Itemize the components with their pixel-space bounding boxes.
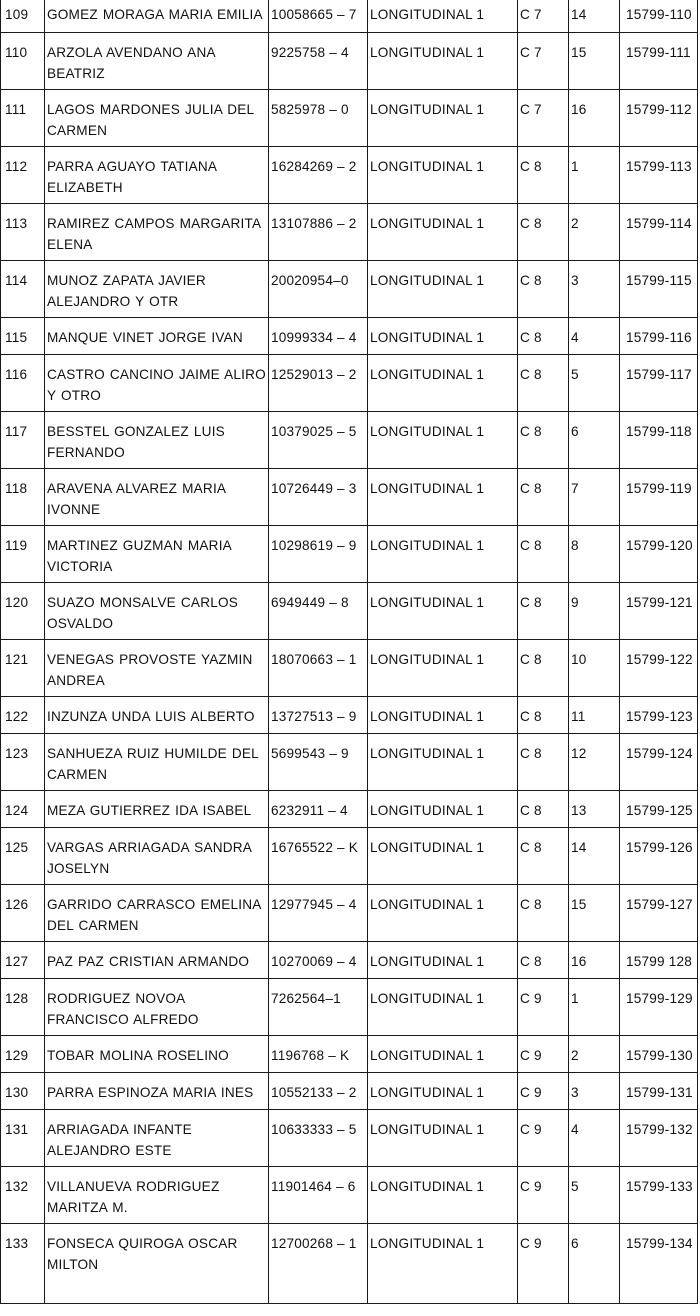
table-row	[1, 355, 698, 412]
sector-cell: C 7	[518, 0, 569, 33]
sector-cell: C 8	[518, 734, 569, 791]
row-number-cell: 109	[1, 0, 45, 33]
rut-number-cell: 13727513 – 9	[269, 697, 368, 734]
sector-cell: C 8	[518, 697, 569, 734]
sector-cell: C 8	[518, 469, 569, 526]
sector-cell: C 9	[518, 1167, 569, 1224]
owner-name-cell: INZUNZA UNDA LUIS ALBERTO	[45, 697, 269, 734]
owner-name-cell: FONSECA QUIROGA OSCAR MILTON	[45, 1224, 269, 1304]
sector-cell: C 7	[518, 90, 569, 147]
rut-number-cell: 10726449 – 3	[269, 469, 368, 526]
table-row	[1, 1167, 698, 1224]
rut-number-cell: 5825978 – 0	[269, 90, 368, 147]
table-row	[1, 1073, 698, 1110]
parcel-code-cell: 15799 128	[620, 942, 698, 979]
owner-name-cell: ARAVENA ALVAREZ MARIA IVONNE	[45, 469, 269, 526]
sector-cell: C 7	[518, 33, 569, 90]
parcel-code-cell: 15799-126	[620, 828, 698, 885]
street-name-cell: LONGITUDINAL 1	[368, 583, 518, 640]
sector-cell: C 8	[518, 318, 569, 355]
owner-name-cell: MANQUE VINET JORGE IVAN	[45, 318, 269, 355]
sector-cell: C 8	[518, 640, 569, 697]
position-cell: 16	[569, 90, 620, 147]
table-row	[1, 469, 698, 526]
street-name-cell: LONGITUDINAL 1	[368, 640, 518, 697]
owner-name-cell: MARTINEZ GUZMAN MARIA VICTORIA	[45, 526, 269, 583]
row-number-cell: 125	[1, 828, 45, 885]
position-cell: 3	[569, 1073, 620, 1110]
parcel-code-cell: 15799-130	[620, 1036, 698, 1073]
sector-cell: C 8	[518, 885, 569, 942]
parcel-code-cell: 15799-129	[620, 979, 698, 1036]
street-name-cell: LONGITUDINAL 1	[368, 318, 518, 355]
sector-cell: C 8	[518, 942, 569, 979]
street-name-cell: LONGITUDINAL 1	[368, 469, 518, 526]
parcel-code-cell: 15799-122	[620, 640, 698, 697]
row-number-cell: 123	[1, 734, 45, 791]
owner-name-cell: PARRA ESPINOZA MARIA INES	[45, 1073, 269, 1110]
table-row	[1, 261, 698, 318]
parcel-code-cell: 15799-120	[620, 526, 698, 583]
position-cell: 15	[569, 885, 620, 942]
rut-number-cell: 13107886 – 2	[269, 204, 368, 261]
position-cell: 7	[569, 469, 620, 526]
owner-name-cell: LAGOS MARDONES JULIA DEL CARMEN	[45, 90, 269, 147]
row-number-cell: 132	[1, 1167, 45, 1224]
table-row	[1, 979, 698, 1036]
sector-cell: C 8	[518, 147, 569, 204]
owner-name-cell: PARRA AGUAYO TATIANA ELIZABETH	[45, 147, 269, 204]
table-row	[1, 33, 698, 90]
parcel-code-cell: 15799-112	[620, 90, 698, 147]
owner-name-cell: SUAZO MONSALVE CARLOS OSVALDO	[45, 583, 269, 640]
sector-cell: C 9	[518, 1073, 569, 1110]
rut-number-cell: 20020954–0	[269, 261, 368, 318]
rut-number-cell: 5699543 – 9	[269, 734, 368, 791]
row-number-cell: 117	[1, 412, 45, 469]
parcel-code-cell: 15799-124	[620, 734, 698, 791]
position-cell: 1	[569, 147, 620, 204]
rut-number-cell: 10999334 – 4	[269, 318, 368, 355]
row-number-cell: 130	[1, 1073, 45, 1110]
table-row	[1, 1036, 698, 1073]
row-number-cell: 119	[1, 526, 45, 583]
table-row	[1, 583, 698, 640]
street-name-cell: LONGITUDINAL 1	[368, 526, 518, 583]
table-row	[1, 734, 698, 791]
table-row	[1, 942, 698, 979]
position-cell: 14	[569, 828, 620, 885]
rut-number-cell: 18070663 – 1	[269, 640, 368, 697]
position-cell: 13	[569, 791, 620, 828]
street-name-cell: LONGITUDINAL 1	[368, 942, 518, 979]
street-name-cell: LONGITUDINAL 1	[368, 734, 518, 791]
owner-name-cell: VARGAS ARRIAGADA SANDRA JOSELYN	[45, 828, 269, 885]
table-row	[1, 885, 698, 942]
sector-cell: C 8	[518, 828, 569, 885]
parcel-code-cell: 15799-125	[620, 791, 698, 828]
sector-cell: C 8	[518, 412, 569, 469]
parcel-code-cell: 15799-110	[620, 0, 698, 33]
street-name-cell: LONGITUDINAL 1	[368, 261, 518, 318]
rut-number-cell: 11901464 – 6	[269, 1167, 368, 1224]
sector-cell: C 8	[518, 791, 569, 828]
street-name-cell: LONGITUDINAL 1	[368, 412, 518, 469]
parcel-code-cell: 15799-116	[620, 318, 698, 355]
rut-number-cell: 6232911 – 4	[269, 791, 368, 828]
parcel-code-cell: 15799-114	[620, 204, 698, 261]
owner-name-cell: ARZOLA AVENDANO ANA BEATRIZ	[45, 33, 269, 90]
rut-number-cell: 1196768 – K	[269, 1036, 368, 1073]
table-row	[1, 1110, 698, 1167]
parcel-code-cell: 15799-123	[620, 697, 698, 734]
rut-number-cell: 7262564–1	[269, 979, 368, 1036]
owner-name-cell: VILLANUEVA RODRIGUEZ MARITZA M.	[45, 1167, 269, 1224]
row-number-cell: 131	[1, 1110, 45, 1167]
table-row	[1, 90, 698, 147]
table-row	[1, 412, 698, 469]
position-cell: 5	[569, 1167, 620, 1224]
table-row	[1, 1224, 698, 1304]
rut-number-cell: 10633333 – 5	[269, 1110, 368, 1167]
row-number-cell: 126	[1, 885, 45, 942]
position-cell: 14	[569, 0, 620, 33]
parcel-code-cell: 15799-131	[620, 1073, 698, 1110]
sector-cell: C 8	[518, 204, 569, 261]
row-number-cell: 115	[1, 318, 45, 355]
table-row	[1, 791, 698, 828]
position-cell: 4	[569, 1110, 620, 1167]
row-number-cell: 112	[1, 147, 45, 204]
rut-number-cell: 10058665 – 7	[269, 0, 368, 33]
street-name-cell: LONGITUDINAL 1	[368, 1036, 518, 1073]
owner-name-cell: RAMIREZ CAMPOS MARGARITA ELENA	[45, 204, 269, 261]
street-name-cell: LONGITUDINAL 1	[368, 1110, 518, 1167]
table-row	[1, 640, 698, 697]
table-row	[1, 697, 698, 734]
owner-name-cell: MUNOZ ZAPATA JAVIER ALEJANDRO Y OTR	[45, 261, 269, 318]
street-name-cell: LONGITUDINAL 1	[368, 355, 518, 412]
sector-cell: C 9	[518, 1224, 569, 1304]
row-number-cell: 122	[1, 697, 45, 734]
rut-number-cell: 10270069 – 4	[269, 942, 368, 979]
street-name-cell: LONGITUDINAL 1	[368, 1073, 518, 1110]
row-number-cell: 128	[1, 979, 45, 1036]
sector-cell: C 9	[518, 979, 569, 1036]
position-cell: 5	[569, 355, 620, 412]
parcel-code-cell: 15799-127	[620, 885, 698, 942]
street-name-cell: LONGITUDINAL 1	[368, 791, 518, 828]
parcel-code-cell: 15799-111	[620, 33, 698, 90]
street-name-cell: LONGITUDINAL 1	[368, 147, 518, 204]
row-number-cell: 110	[1, 33, 45, 90]
street-name-cell: LONGITUDINAL 1	[368, 885, 518, 942]
owner-name-cell: PAZ PAZ CRISTIAN ARMANDO	[45, 942, 269, 979]
parcel-code-cell: 15799-119	[620, 469, 698, 526]
parcel-code-cell: 15799-113	[620, 147, 698, 204]
table-row	[1, 147, 698, 204]
rut-number-cell: 9225758 – 4	[269, 33, 368, 90]
sector-cell: C 8	[518, 526, 569, 583]
row-number-cell: 129	[1, 1036, 45, 1073]
table-row	[1, 204, 698, 261]
position-cell: 10	[569, 640, 620, 697]
owner-name-cell: VENEGAS PROVOSTE YAZMIN ANDREA	[45, 640, 269, 697]
parcel-code-cell: 15799-134	[620, 1224, 698, 1304]
table-row	[1, 0, 698, 33]
street-name-cell: LONGITUDINAL 1	[368, 33, 518, 90]
street-name-cell: LONGITUDINAL 1	[368, 0, 518, 33]
row-number-cell: 118	[1, 469, 45, 526]
rut-number-cell: 10379025 – 5	[269, 412, 368, 469]
table-row	[1, 318, 698, 355]
parcel-code-cell: 15799-133	[620, 1167, 698, 1224]
position-cell: 4	[569, 318, 620, 355]
sector-cell: C 9	[518, 1110, 569, 1167]
position-cell: 1	[569, 979, 620, 1036]
street-name-cell: LONGITUDINAL 1	[368, 204, 518, 261]
sector-cell: C 8	[518, 261, 569, 318]
row-number-cell: 116	[1, 355, 45, 412]
owner-name-cell: GOMEZ MORAGA MARIA EMILIA	[45, 0, 269, 33]
sector-cell: C 9	[518, 1036, 569, 1073]
row-number-cell: 124	[1, 791, 45, 828]
rut-number-cell: 10298619 – 9	[269, 526, 368, 583]
owner-name-cell: TOBAR MOLINA ROSELINO	[45, 1036, 269, 1073]
rut-number-cell: 6949449 – 8	[269, 583, 368, 640]
row-number-cell: 120	[1, 583, 45, 640]
rut-number-cell: 10552133 – 2	[269, 1073, 368, 1110]
street-name-cell: LONGITUDINAL 1	[368, 828, 518, 885]
street-name-cell: LONGITUDINAL 1	[368, 1167, 518, 1224]
sector-cell: C 8	[518, 583, 569, 640]
position-cell: 6	[569, 1224, 620, 1304]
owner-name-cell: GARRIDO CARRASCO EMELINA DEL CARMEN	[45, 885, 269, 942]
row-number-cell: 133	[1, 1224, 45, 1304]
rut-number-cell: 16284269 – 2	[269, 147, 368, 204]
row-number-cell: 121	[1, 640, 45, 697]
rut-number-cell: 12529013 – 2	[269, 355, 368, 412]
table-row	[1, 526, 698, 583]
owner-name-cell: CASTRO CANCINO JAIME ALIRO Y OTRO	[45, 355, 269, 412]
parcel-code-cell: 15799-118	[620, 412, 698, 469]
position-cell: 3	[569, 261, 620, 318]
position-cell: 2	[569, 204, 620, 261]
parcel-code-cell: 15799-117	[620, 355, 698, 412]
owner-name-cell: RODRIGUEZ NOVOA FRANCISCO ALFREDO	[45, 979, 269, 1036]
street-name-cell: LONGITUDINAL 1	[368, 697, 518, 734]
position-cell: 12	[569, 734, 620, 791]
row-number-cell: 111	[1, 90, 45, 147]
owner-name-cell: SANHUEZA RUIZ HUMILDE DEL CARMEN	[45, 734, 269, 791]
street-name-cell: LONGITUDINAL 1	[368, 1224, 518, 1304]
parcel-code-cell: 15799-115	[620, 261, 698, 318]
row-number-cell: 114	[1, 261, 45, 318]
position-cell: 11	[569, 697, 620, 734]
parcel-code-cell: 15799-132	[620, 1110, 698, 1167]
position-cell: 9	[569, 583, 620, 640]
owner-name-cell: ARRIAGADA INFANTE ALEJANDRO ESTE	[45, 1110, 269, 1167]
street-name-cell: LONGITUDINAL 1	[368, 979, 518, 1036]
rut-number-cell: 12977945 – 4	[269, 885, 368, 942]
sector-cell: C 8	[518, 355, 569, 412]
row-number-cell: 113	[1, 204, 45, 261]
parcel-code-cell: 15799-121	[620, 583, 698, 640]
position-cell: 8	[569, 526, 620, 583]
position-cell: 2	[569, 1036, 620, 1073]
street-name-cell: LONGITUDINAL 1	[368, 90, 518, 147]
owner-name-cell: MEZA GUTIERREZ IDA ISABEL	[45, 791, 269, 828]
table-row	[1, 828, 698, 885]
position-cell: 15	[569, 33, 620, 90]
owner-name-cell: BESSTEL GONZALEZ LUIS FERNANDO	[45, 412, 269, 469]
position-cell: 16	[569, 942, 620, 979]
rut-number-cell: 12700268 – 1	[269, 1224, 368, 1304]
row-number-cell: 127	[1, 942, 45, 979]
rut-number-cell: 16765522 – K	[269, 828, 368, 885]
position-cell: 6	[569, 412, 620, 469]
